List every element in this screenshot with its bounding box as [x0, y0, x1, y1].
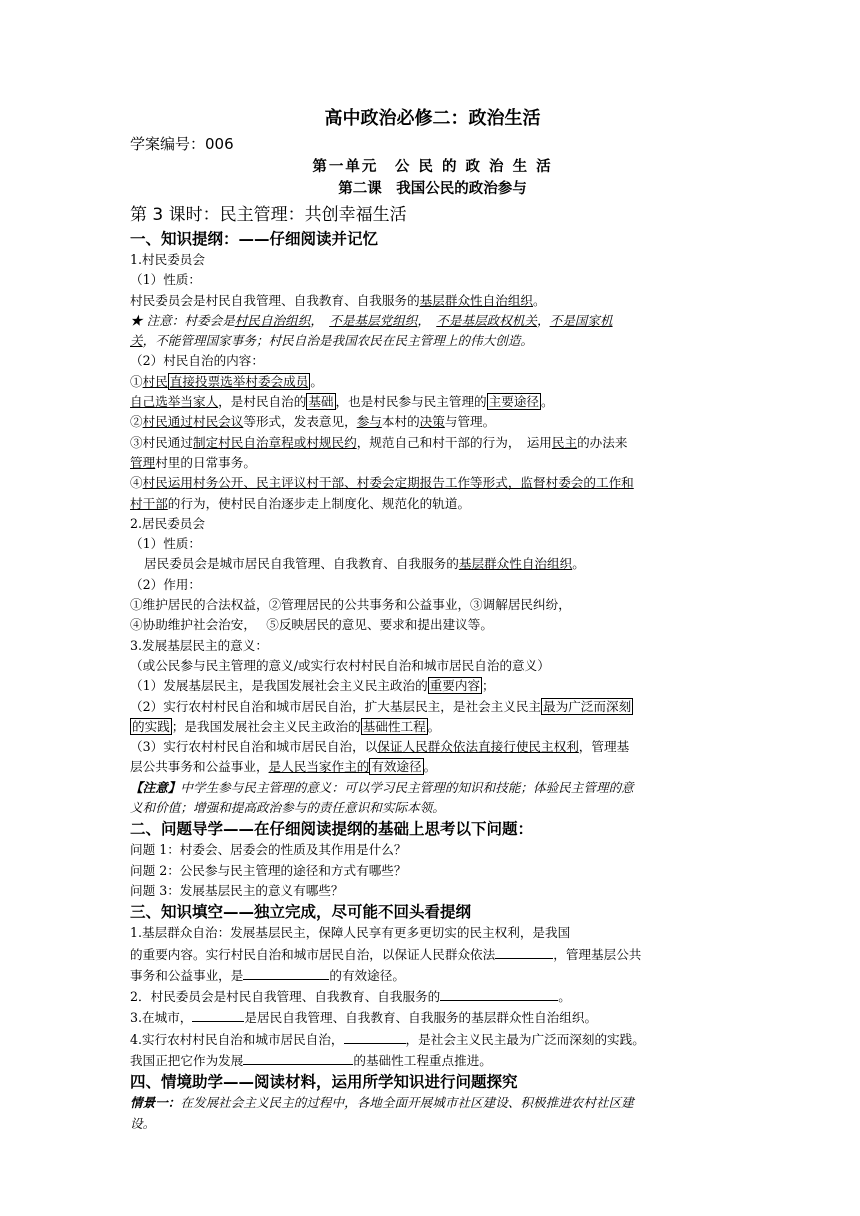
text-span: 4.实行农村村民自治和城市居民自治， [130, 1031, 344, 1047]
text-span: 等形式，发表意见， [243, 414, 357, 430]
text-span: 3.在城市， [130, 1010, 193, 1026]
significance-sub: （或公民参与民主管理的意义/或实行农村村民自治和城市居民自治的意义） [130, 657, 550, 673]
text-span: 在发展社会主义民主的过程中，各地全面开展城市社区建设、积极推进农村社区建 [180, 1095, 634, 1111]
underlined-term: 决策 [419, 414, 445, 430]
blank-field[interactable] [440, 986, 558, 1001]
boxed-term: 重要内容 [429, 678, 481, 694]
blank-field[interactable] [495, 944, 553, 959]
underlined-term: 村民运用村务公开、民主评议村干部、村委会定期报告工作等形式，监督村委会的工作和 [142, 475, 634, 491]
boxed-term: 基础性工程 [362, 718, 426, 734]
text-span: 层公共事务和公益事业， [130, 759, 269, 775]
rc-role-1: ①维护居民的合法权益，②管理居民的公共事务和公益事业，③调解居民纠纷， [130, 597, 571, 613]
cv-nature-line [130, 291, 735, 311]
underlined-term: 自己选举当家人 [130, 394, 219, 410]
question-1: 问题 1：村委会、居委会的性质及其作用是什么？ [130, 842, 407, 858]
fill-1: 1.基层群众自治：发展基层民主，保障人民享有更多更切实的民主权利，是我国 [130, 925, 571, 941]
text-span: 事务和公益事业，是 [130, 967, 244, 983]
boxed-term: 的实践 [132, 718, 170, 734]
text-span: ， [310, 312, 330, 328]
boxed-term: 基础 [308, 394, 334, 410]
question-3: 问题 3：发展基层民主的意义有哪些？ [130, 882, 344, 898]
significance-title: 3.发展基层民主的意义： [130, 637, 268, 653]
fill-2 [130, 986, 735, 1007]
text-span: ★ 注意：村委会是 [130, 312, 235, 328]
text-span: ，规范自己和村干部的行为， 运用 [356, 434, 552, 450]
text-span: ，是村民自治的 [218, 394, 307, 410]
cv-nature-label: （1）性质： [130, 272, 201, 288]
text-span: ③村民通过 [130, 434, 193, 450]
significance-2 [130, 697, 735, 717]
rc-nature-label: （1）性质： [130, 536, 201, 552]
section1-heading: 一、知识提纲：——仔细阅读并记忆 [130, 230, 379, 248]
cv-content-3 [130, 433, 735, 453]
section2-heading: 二、问题导学——在仔细阅读提纲的基础上思考以下问题： [130, 820, 534, 839]
significance-3b [130, 757, 735, 777]
underlined-term: 基层群众性自治组织 [458, 556, 573, 572]
underlined-term: 不是基层政权机关 [436, 312, 538, 328]
text-span: 的行为，使村民自治逐步走上制度化、规范化的轨道。 [167, 495, 471, 511]
boxed-term: 最为广泛而深刻 [543, 698, 632, 714]
blank-field[interactable] [192, 1007, 244, 1022]
text-span: 中学生参与民主管理的意义：可以学习民主管理的知识和技能；体验民主管理的意 [180, 779, 634, 795]
text-span: 与管理。 [444, 414, 496, 430]
text-span: ，是社会主义民主最为广泛而深刻的实践。 [405, 1031, 645, 1047]
fill-4b [130, 1050, 735, 1071]
blank-field[interactable] [243, 965, 329, 980]
cv-content-1 [130, 372, 735, 392]
text-span: 。 [423, 759, 437, 775]
text-span: 2．村民委员会是村民自我管理、自我教育、自我服务的 [130, 989, 441, 1005]
text-span: 的有效途径。 [329, 967, 405, 983]
text-span: ； [482, 678, 495, 694]
text-span: 。 [310, 373, 323, 389]
underlined-term: 保证人民群众依法直接行使民主权利 [377, 739, 579, 755]
text-span: ① [130, 373, 143, 389]
cv-content-4 [130, 473, 735, 493]
fill-4 [130, 1029, 735, 1050]
text-span: 的重要内容。实行村民自治和城市居民自治，以保证人民群众依法 [130, 946, 496, 962]
blank-field[interactable] [243, 1050, 353, 1065]
text-span: 本村的 [381, 414, 420, 430]
text-span: 。 [427, 718, 441, 734]
document-title: 高中政治必修二：政治生活 [324, 108, 541, 129]
underlined-term: 是人民当家作主的 [268, 759, 370, 775]
attention-note-2: 义和价值；增强和提高政治参与的责任意识和实际本领。 [130, 800, 445, 816]
text-span: ④ [130, 475, 143, 491]
underlined-term: 管理 [130, 454, 156, 470]
scenario-1 [130, 1093, 735, 1113]
text-span: ， [537, 312, 550, 328]
section4-heading: 四、情境助学——阅读材料，运用所学知识进行问题探究 [130, 1073, 518, 1092]
underlined-term: 村民自治组织 [234, 312, 311, 328]
text-span: （1）发展基层民主，是我国发展社会主义民主政治的 [130, 678, 428, 694]
rc-role-2: ④协助维护社会治安， ⑤反映居民的意见、要求和提出建议等。 [130, 617, 493, 633]
text-span: 的基础性工程重点推进。 [353, 1052, 492, 1068]
underlined-term: 民主 [551, 434, 578, 450]
boxed-term: 有效途径 [371, 759, 422, 775]
scenario-label: 情景一： [130, 1095, 181, 1111]
text-span: ， [417, 312, 437, 328]
underlined-term: 制定村民自治章程或村规民约 [192, 434, 357, 450]
underlined-term: 基层群众性自治组织 [419, 292, 533, 308]
fill-3 [130, 1007, 735, 1028]
lesson-title: 第 3 课时：民主管理：共创幸福生活 [130, 205, 407, 225]
cv-title: 1.村民委员会 [130, 252, 205, 267]
blank-field[interactable] [344, 1029, 406, 1044]
text-span: 。 [541, 394, 554, 410]
text-span: 居民委员会是城市居民自我管理、自我教育、自我服务的 [144, 556, 459, 572]
rc-role-label: （2）作用： [130, 576, 201, 592]
cv-content-label: （2）村民自治的内容： [130, 353, 264, 369]
text-span: ② [130, 414, 143, 430]
significance-3 [130, 737, 735, 757]
underlined-term: 不是基层党组织 [329, 312, 418, 328]
text-span: 是居民自我管理、自我教育、自我服务的基层群众性自治组织。 [244, 1010, 598, 1026]
fill-1b [130, 944, 735, 965]
cv-content-3b [130, 453, 735, 473]
underlined-term: 村民通过村民会议 [142, 414, 244, 430]
cv-note-line-2 [130, 331, 735, 351]
text-span: ，管理基层公共 [553, 946, 642, 962]
cv-note-line [130, 311, 735, 331]
underlined-term: 不是国家机 [549, 312, 613, 328]
cv-content-1b [130, 392, 735, 412]
cv-content-4b [130, 494, 735, 514]
text-span: 。 [572, 556, 585, 572]
underlined-term: 参与 [356, 414, 382, 430]
text-span: 村里的日常事务。 [155, 454, 256, 470]
text-span: 。 [558, 989, 571, 1005]
unit-heading: 第一单元 公 民 的 政 治 生 活 [312, 159, 553, 175]
attention-note [130, 778, 735, 798]
underlined-term: 村民 [142, 373, 168, 389]
text-span: （3）实行农村村民自治和城市居民自治，以 [130, 739, 378, 755]
significance-2b [130, 717, 735, 737]
attention-label: 【注意】 [130, 779, 181, 795]
boxed-term: 直接投票选举村委会成员 [169, 373, 309, 389]
question-2: 问题 2：公民参与民主管理的途径和方式有哪些？ [130, 862, 407, 878]
scenario-1b: 设。 [130, 1115, 156, 1131]
significance-1 [130, 676, 735, 696]
rc-title: 2.居民委员会 [130, 515, 205, 531]
section3-heading: 三、知识填空——独立完成，尽可能不回头看提纲 [130, 903, 472, 922]
text-span: ，也是村民参与民主管理的 [335, 394, 487, 410]
boxed-term: 主要途径 [488, 394, 539, 410]
text-span: 村民委员会是村民自我管理、自我教育、自我服务的 [130, 292, 420, 308]
text-span: 。 [533, 292, 546, 308]
rc-nature-line [130, 554, 735, 574]
lesson-chapter: 第二课 我国公民的政治参与 [338, 181, 527, 197]
text-span: ，不能管理国家事务；村民自治是我国农民在民主管理上的伟大创造。 [142, 333, 533, 349]
text-span: 我国正把它作为发展 [130, 1052, 244, 1068]
cv-content-2 [130, 412, 735, 432]
worksheet-code: 学案编号：006 [130, 135, 234, 153]
text-span: ；是我国发展社会主义民主政治的 [171, 718, 361, 734]
text-span: 的办法来 [577, 434, 628, 450]
underlined-term: 关 [130, 333, 143, 349]
underlined-term: 村干部 [130, 495, 168, 511]
text-span: ，管理基 [578, 739, 630, 755]
fill-1c [130, 965, 735, 986]
worksheet-page [130, 100, 735, 1134]
text-span: （2）实行农村村民自治和城市居民自治，扩大基层民主，是社会主义民主 [130, 698, 542, 714]
